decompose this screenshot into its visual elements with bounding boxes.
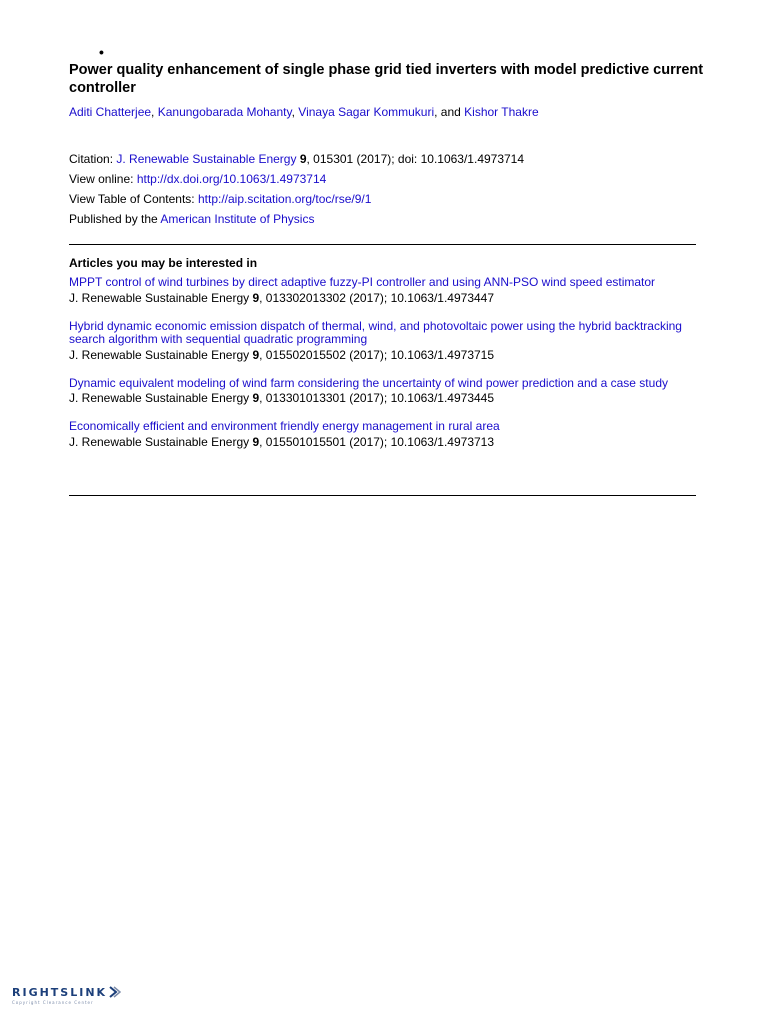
related-article-link[interactable]: Economically efficient and environment friendly energy management in rural area bbox=[69, 419, 500, 433]
citation-line bbox=[69, 149, 524, 169]
related-article-citation bbox=[69, 434, 696, 450]
rightslink-subtitle: Copyright Clearance Center bbox=[12, 1000, 94, 1005]
rightslink-wordmark: RIGHTSLINK bbox=[12, 985, 108, 999]
author-link-2[interactable]: Kanungobarada Mohanty bbox=[157, 105, 292, 119]
citation-block bbox=[69, 149, 524, 229]
related-details: , 015502015502 (2017); 10.1063/1.4973715 bbox=[259, 347, 495, 362]
author-separator: , bbox=[151, 105, 158, 119]
publisher-line bbox=[69, 209, 524, 229]
related-journal: J. Renewable Sustainable Energy bbox=[69, 391, 253, 405]
related-journal: J. Renewable Sustainable Energy bbox=[69, 347, 253, 362]
citation-details: , 015301 (2017); doi: 10.1063/1.4973714 bbox=[306, 152, 525, 166]
view-online-label: View online: bbox=[69, 172, 137, 186]
author-separator: , bbox=[291, 105, 299, 119]
author-separator-and: , and bbox=[434, 105, 465, 119]
divider-top bbox=[69, 244, 696, 245]
author-link-4[interactable]: Kishor Thakre bbox=[464, 105, 539, 119]
related-article-link[interactable]: MPPT control of wind turbines by direct adaptive fuzzy-PI controller and using ANN-PSO wind speed estimator bbox=[69, 275, 656, 289]
toc-label: View Table of Contents: bbox=[69, 192, 198, 206]
related-article-citation bbox=[69, 390, 696, 406]
related-article-citation bbox=[69, 347, 696, 363]
related-article-link[interactable]: Hybrid dynamic economic emission dispatch of thermal, wind, and photovoltaic power using the hybrid backtracking search algorithm with sequential quadratic programming bbox=[69, 318, 682, 346]
publisher-link[interactable]: American Institute of Physics bbox=[160, 212, 315, 226]
journal-link[interactable]: J. Renewable Sustainable Energy bbox=[116, 152, 297, 166]
related-volume: 9 bbox=[252, 347, 260, 362]
related-details: , 013301013301 (2017); 10.1063/1.4973445 bbox=[259, 391, 495, 405]
related-article bbox=[69, 276, 696, 306]
citation-label: Citation: bbox=[69, 152, 117, 166]
author-link-3[interactable]: Vinaya Sagar Kommukuri bbox=[298, 105, 435, 119]
author-list bbox=[69, 104, 539, 120]
divider-bottom bbox=[69, 495, 696, 496]
rightslink-logo bbox=[12, 985, 121, 1005]
related-details: , 015501015501 (2017); 10.1063/1.4973713 bbox=[259, 434, 495, 449]
toc-line bbox=[69, 189, 524, 209]
rightslink-arrow-icon bbox=[107, 985, 121, 999]
related-article-citation bbox=[69, 290, 696, 306]
related-volume: 9 bbox=[252, 434, 260, 449]
view-online-line bbox=[69, 169, 524, 189]
related-articles-list bbox=[69, 276, 696, 464]
bullet-mark: • bbox=[99, 44, 104, 60]
related-article-link[interactable]: Dynamic equivalent modeling of wind farm considering the uncertainty of wind power prediction and a case study bbox=[69, 375, 668, 390]
author-link-1[interactable]: Aditi Chatterjee bbox=[69, 105, 152, 119]
related-article bbox=[69, 420, 696, 450]
related-journal: J. Renewable Sustainable Energy bbox=[69, 434, 253, 449]
related-article bbox=[69, 377, 696, 407]
publisher-label: Published by the bbox=[69, 212, 161, 226]
article-title: Power quality enhancement of single phase grid tied inverters with model predictive current controller bbox=[69, 62, 704, 96]
related-article bbox=[69, 320, 696, 363]
related-details: , 013302013302 (2017); 10.1063/1.4973447 bbox=[259, 290, 495, 305]
related-volume: 9 bbox=[252, 290, 260, 305]
related-heading: Articles you may be interested in bbox=[69, 256, 258, 270]
doi-link[interactable]: http://dx.doi.org/10.1063/1.4973714 bbox=[136, 172, 327, 186]
citation-volume: 9 bbox=[299, 152, 307, 166]
toc-link[interactable]: http://aip.scitation.org/toc/rse/9/1 bbox=[197, 192, 372, 206]
related-journal: J. Renewable Sustainable Energy bbox=[69, 290, 253, 305]
related-volume: 9 bbox=[252, 391, 260, 405]
